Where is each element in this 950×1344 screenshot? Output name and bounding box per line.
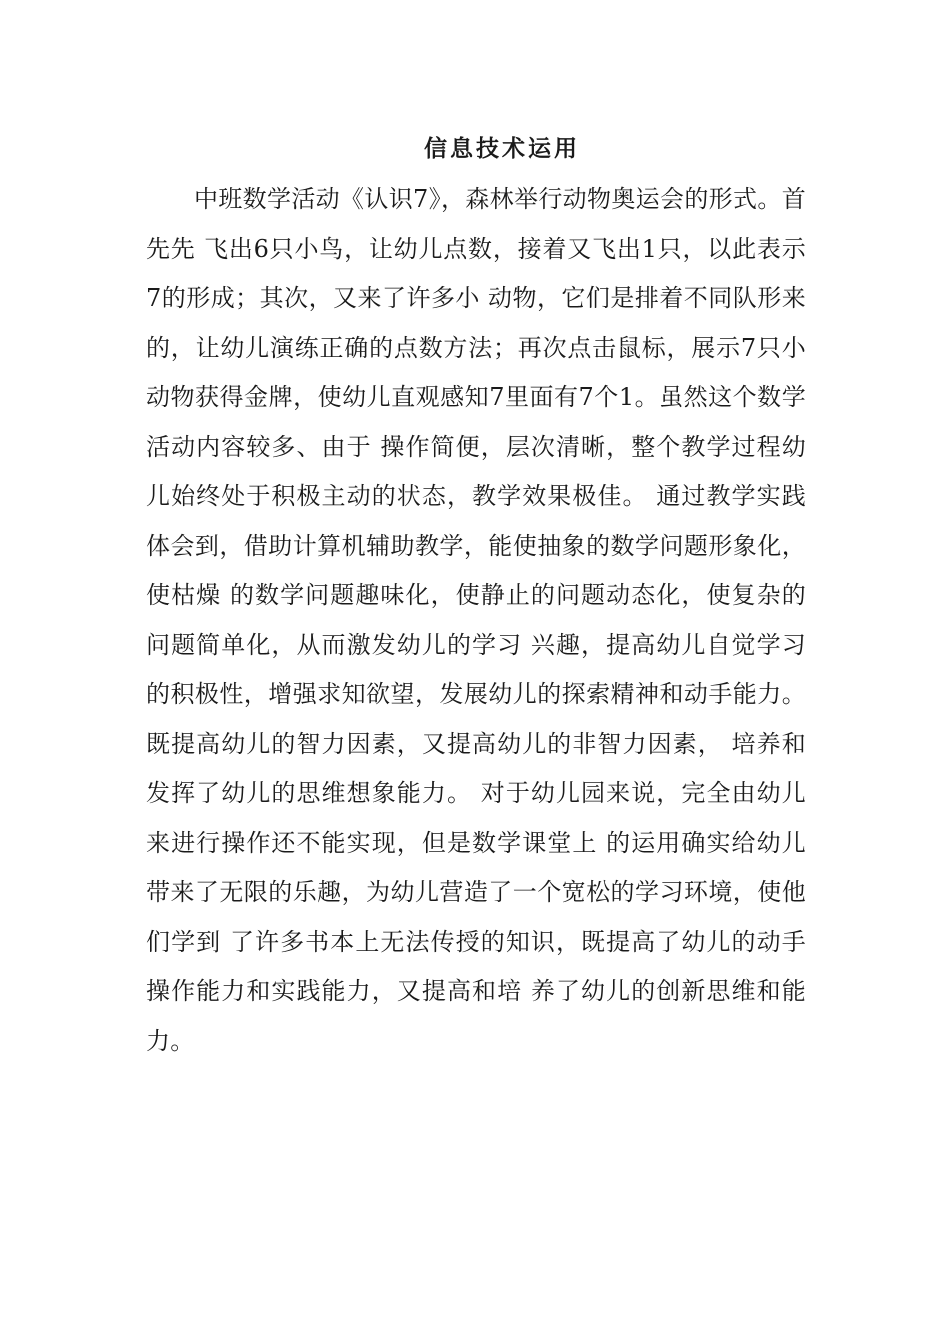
document-title: 信息技术运用 xyxy=(424,135,580,162)
document-paragraph: 中班数学活动《认识7》，森林举行动物奥运会的形式。首先先 飞出6只小鸟，让幼儿点数，接着又飞出1只，以此表示7的形成；其次，又来了许多小 动物，它们是排着不同队形来的，让幼儿演练正确的点数方法；再次点击鼠标，展示7只小动物获得金牌，使幼儿直观感知7里面有7个1。虽然这个数学活动内容较多、由于 操作简便，层次清晰，整个教学过程幼儿始终处于积极主动的状态，教学效果极佳。 通过教学实践体会到，借助计算机辅助教学，能使抽象的数学问题形象化，使枯燥 的数学问题趣味化，使静止的问题动态化，使复杂的问题简单化，从而激发幼儿的学习 兴趣，提高幼儿自觉学习的积极性，增强求知欲望，发展幼儿的探索精神和动手能力。既提高幼儿的智力因素，又提高幼儿的非智力因素， 培养和发挥了幼儿的思维想象能力。 对于幼儿园来说，完全由幼儿来进行操作还不能实现，但是数学课堂上 的运用确实给幼儿带来了无限的乐趣，为幼儿营造了一个宽松的学习环境，使他们学到 了许多书本上无法传授的知识，既提高了幼儿的动手操作能力和实践能力，又提高和培 养了幼儿的创新思维和能力。 xyxy=(146,185,806,1055)
